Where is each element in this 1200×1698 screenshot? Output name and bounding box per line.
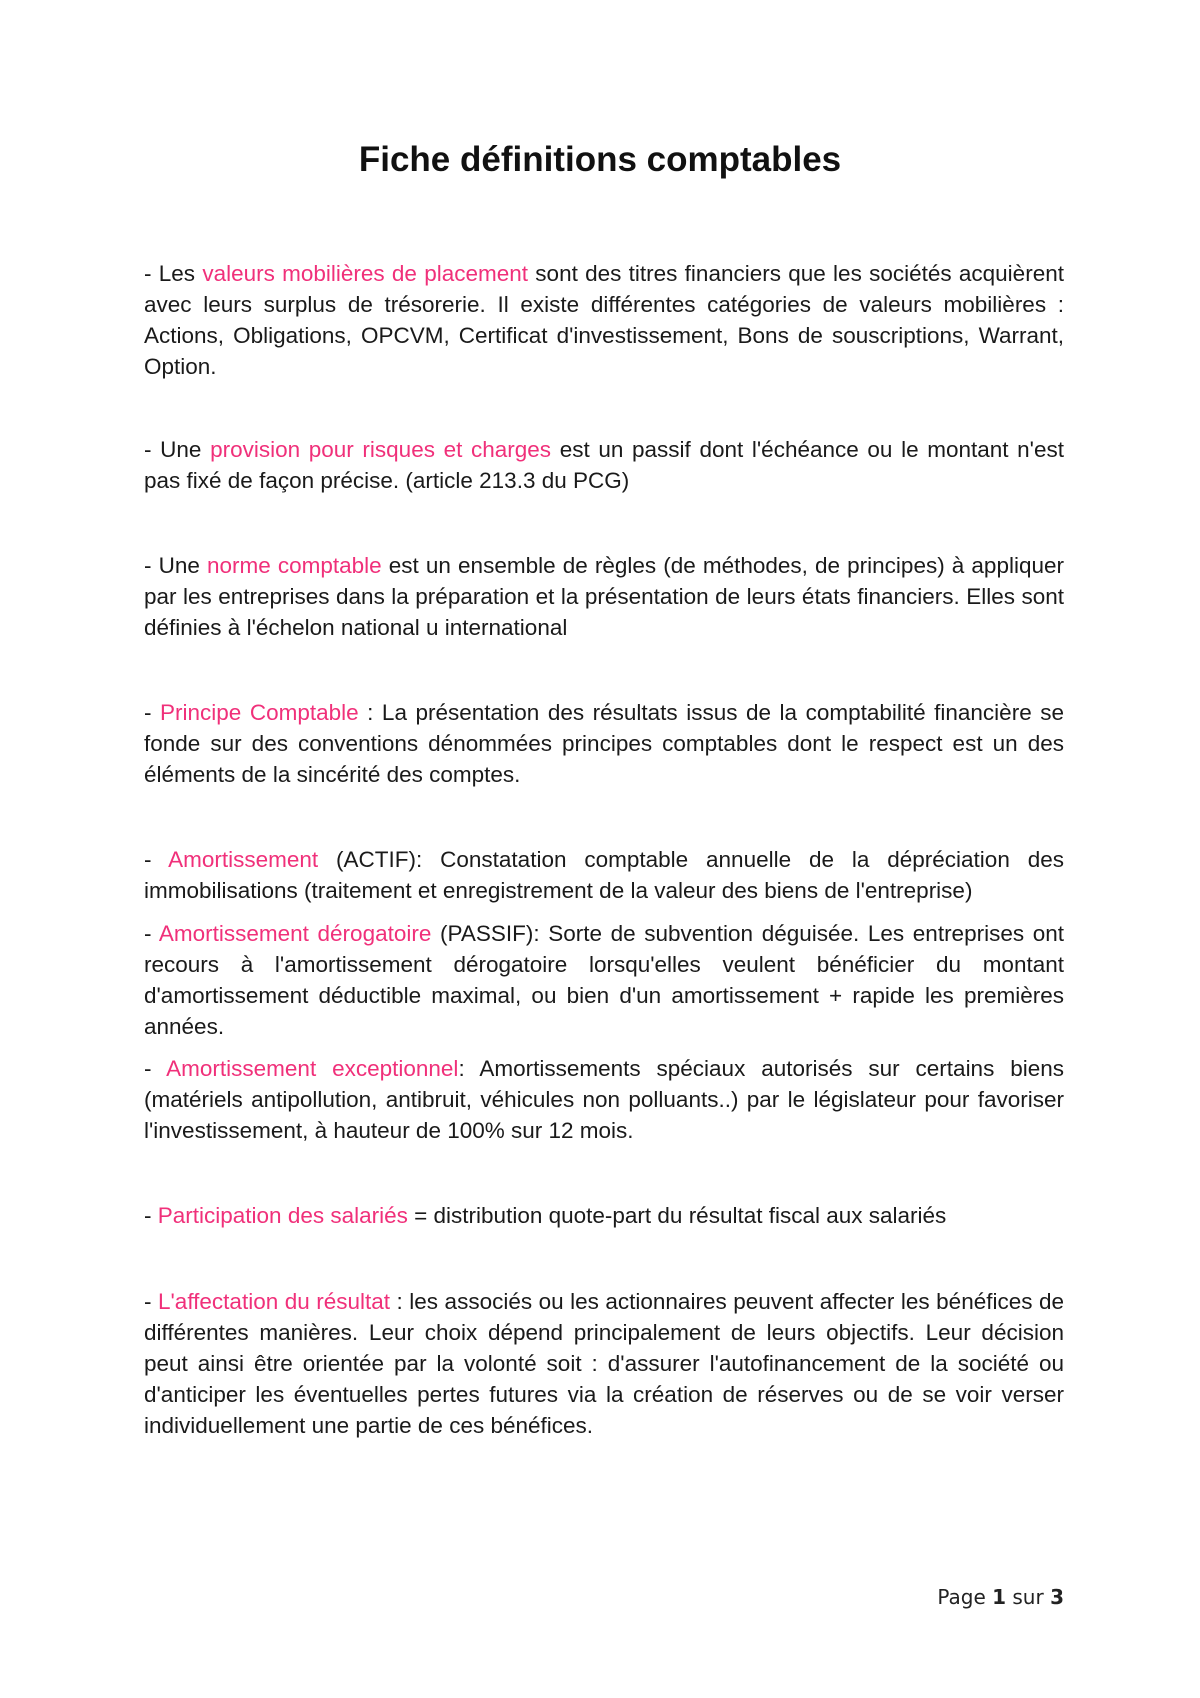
- definition-affectation-resultat: [144, 1286, 1064, 1441]
- definition-text: : les associés ou les actionnaires peuvent affecter les bénéfices de différentes manières. Leur choix dépend principalement de leurs objectifs. Leur décision peut ainsi être orientée par la volonté soit : d'assurer l'autofinancement de la société ou d'anticiper les éventuelles pertes futures via la création de réserves ou de se voir verser individuellement une partie de ces bénéfices.: [144, 1289, 1065, 1438]
- definition-term: Amortissement dérogatoire: [158, 921, 432, 946]
- definition-participation-salaries: [144, 1200, 1064, 1231]
- definition-text: est un passif dont l'échéance ou le montant n'est pas fixé de façon précise. (article 213.3 du PCG): [144, 437, 1064, 493]
- definition-prefix: -: [144, 1289, 158, 1314]
- definition-term: provision pour risques et charges: [210, 437, 552, 462]
- definition-term: L'affectation du résultat: [158, 1289, 391, 1314]
- definition-amortissement-exceptionnel: [144, 1053, 1064, 1146]
- definition-prefix: - Les: [144, 261, 203, 286]
- definition-text: = distribution quote-part du résultat fiscal aux salariés: [407, 1203, 947, 1228]
- definition-term: Participation des salariés: [157, 1203, 408, 1228]
- definition-valeurs-mobilieres: [144, 258, 1064, 382]
- definition-text: sont des titres financiers que les sociétés acquièrent avec leurs surplus de trésorerie. Il existe différentes catégories de valeurs mobilières : Actions, Obligations, OPCVM, Certificat d'investissement, Bons de souscriptions, Warrant, Option.: [144, 261, 1064, 379]
- definition-prefix: -: [144, 921, 159, 946]
- definition-text: est un ensemble de règles (de méthodes, de principes) à appliquer par les entreprises dans la préparation et la présentation de leurs états financiers. Elles sont définies à l'échelon national u international: [144, 553, 1064, 640]
- page-number-footer: [937, 1585, 1064, 1609]
- definition-norme-comptable: [144, 550, 1064, 643]
- definition-text: (ACTIF): Constatation comptable annuelle de la dépréciation des immobilisations (traitement et enregistrement de la valeur des biens de l'entreprise): [144, 847, 1064, 903]
- definition-text: : La présentation des résultats issus de la comptabilité financière se fonde sur des conventions dénommées principes comptables dont le respect est un des éléments de la sincérité des comptes.: [144, 700, 1064, 787]
- current-page-number: 1: [992, 1585, 1007, 1609]
- definition-amortissement-derogatoire: [144, 918, 1064, 1042]
- definition-term: Amortissement: [168, 847, 319, 872]
- definition-provision: [144, 434, 1064, 496]
- definition-amortissement: [144, 844, 1064, 906]
- definition-term: Principe Comptable: [160, 700, 359, 725]
- definition-term: Amortissement exceptionnel: [166, 1056, 459, 1081]
- definition-prefix: - Une: [144, 437, 211, 462]
- page-label: Page: [937, 1585, 986, 1609]
- total-pages-number: 3: [1050, 1585, 1064, 1609]
- definition-text: : Amortissements spéciaux autorisés sur certains biens (matériels antipollution, antibruit, véhicules non polluants..) par le législateur pour favoriser l'investissement, à hauteur de 100% sur 12 mois.: [144, 1056, 1065, 1143]
- definition-principe-comptable: [144, 697, 1064, 790]
- definition-prefix: -: [144, 1203, 158, 1228]
- definition-prefix: -: [144, 847, 169, 872]
- definition-term: norme comptable: [206, 553, 382, 578]
- page-separator: sur: [1012, 1585, 1044, 1609]
- definition-term: valeurs mobilières de placement: [202, 261, 529, 286]
- definition-prefix: -: [144, 700, 161, 725]
- definition-text: (PASSIF): Sorte de subvention déguisée. Les entreprises ont recours à l'amortissement dérogatoire lorsqu'elles veulent bénéficier du montant d'amortissement déductible maximal, ou bien d'un amortissement + rapide les premières années.: [144, 921, 1064, 1039]
- definition-prefix: - Une: [144, 553, 207, 578]
- page-title: Fiche définitions comptables: [358, 140, 842, 179]
- definition-prefix: -: [144, 1056, 167, 1081]
